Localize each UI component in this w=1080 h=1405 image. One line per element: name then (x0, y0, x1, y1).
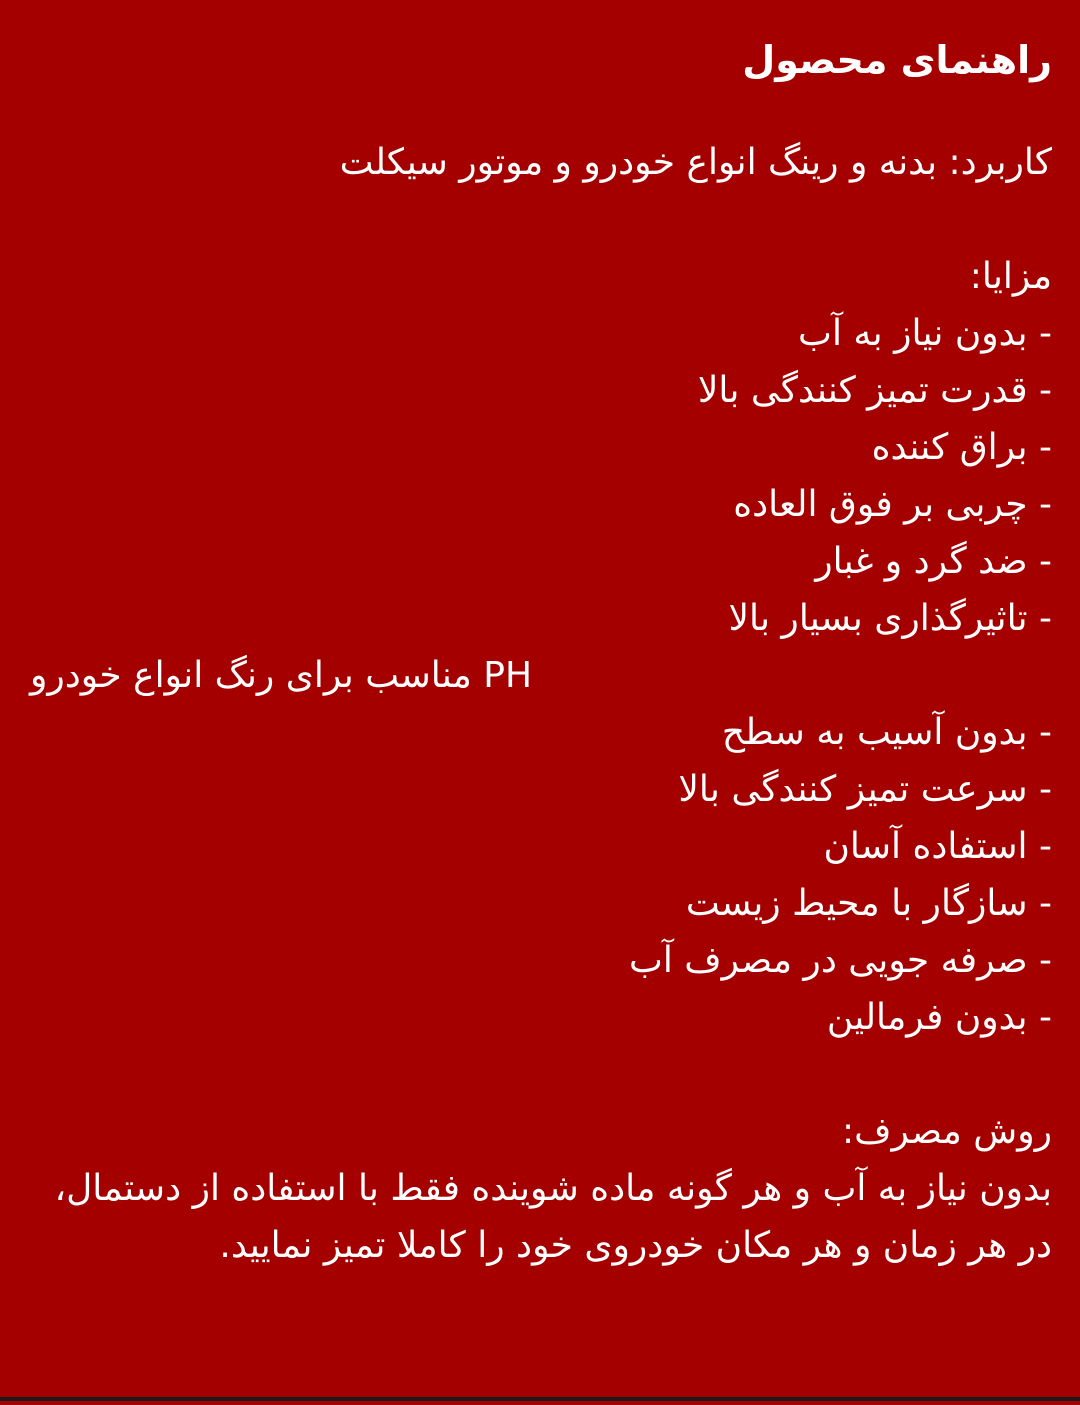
spacer (28, 191, 1052, 248)
benefit-item: - استفاده آسان (823, 826, 1052, 867)
ph-benefit-text: PH مناسب برای رنگ انواع خودرو (30, 655, 533, 696)
usage-text: کاربرد: بدنه و رینگ انواع خودرو و موتور سیکلت (339, 142, 1052, 183)
benefit-item: - بدون آسیب به سطح (721, 712, 1052, 753)
benefit-item: - بدون فرمالین (826, 997, 1052, 1038)
benefit-item: - بدون نیاز به آب (798, 313, 1052, 354)
benefit-item: - ضد گرد و غبار (815, 541, 1052, 582)
benefit-item: - چربی بر فوق العاده (733, 484, 1052, 525)
page-title: راهنمای محصول (742, 38, 1052, 82)
benefits-heading: مزایا: (969, 256, 1052, 297)
guide-content (28, 28, 1052, 1274)
spacer (28, 1046, 1052, 1103)
bottom-divider (0, 1397, 1080, 1401)
method-heading: روش مصرف: (842, 1111, 1052, 1152)
benefit-item: - قدرت تمیز کنندگی بالا (697, 370, 1052, 411)
benefit-item: - صرفه جویی در مصرف آب (628, 940, 1052, 981)
benefit-item: - سازگار با محیط زیست (685, 883, 1052, 924)
method-text: بدون نیاز به آب و هر گونه ماده شوینده فقط با استفاده از دستمال، در هر زمان و هر مکان خودروی خود را کاملا تمیز نمایید. (54, 1168, 1052, 1266)
benefit-item: - براق کننده (871, 427, 1052, 468)
ph-benefit-line (28, 647, 1052, 704)
benefit-item: - تاثیرگذاری بسیار بالا (728, 598, 1052, 639)
benefit-item: - سرعت تمیز کنندگی بالا (678, 769, 1052, 810)
